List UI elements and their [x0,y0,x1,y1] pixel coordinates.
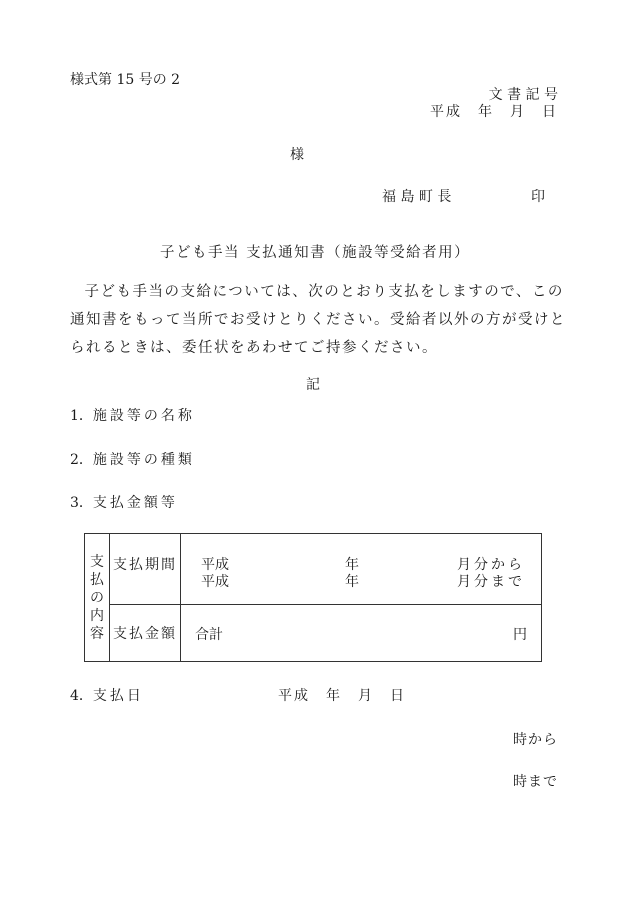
doc-number-label: 文 書 記 号 [488,87,558,103]
document-title: 子ども手当 支払通知書（施設等受給者用） [160,245,471,261]
item-number: 4． [70,688,93,704]
time-from: 時から [513,732,558,748]
item-number: 1． [70,408,93,424]
body-paragraph [70,278,570,362]
item-label: 支払金額等 [92,495,178,511]
time-to: 時まで [513,774,558,790]
item-3 [70,492,178,512]
payment-contents-label: 支 払 の 内 容 [85,534,110,662]
ki-heading: 記 [306,377,320,393]
period-to-year: 年 [345,574,359,590]
payment-date: 平成 年 月 日 [278,688,406,704]
body-text: 子ども手当の支給については、次のとおり支払をしますので、この通知書をもって当所でお受けとりください。受給者以外の方が受けとられるときは、委任状をあわせてご持参ください。 [70,284,566,356]
amount-total-label: 合計 [195,627,223,643]
item-number: 2． [70,452,93,468]
amount-cell [181,605,542,662]
period-from-year: 年 [345,557,359,573]
amount-yen-unit: 円 [513,627,527,643]
payment-table [84,533,542,662]
item-2 [70,449,195,469]
period-to-month: 月分まで [457,574,525,590]
issuer-name: 福 島 町 長 [382,189,452,205]
period-from-month: 月分から [457,557,525,573]
period-cell [181,534,542,605]
item-label: 施設等の種類 [92,452,195,468]
period-to-era: 平成 [201,574,229,590]
payment-day-label: 支払日 [92,688,144,704]
item-label: 施設等の名称 [92,408,195,424]
item-1 [70,405,195,425]
seal-mark: 印 [531,189,545,205]
item-number: 3． [70,495,93,511]
addressee-suffix: 様 [290,147,304,163]
period-label: 支払期間 [110,534,181,605]
form-id: 様式第 15 号の 2 [70,72,181,88]
period-from-era: 平成 [201,557,229,573]
amount-label: 支払金額 [110,605,181,662]
issue-date: 平成 年 月 日 [430,104,558,120]
item-4 [70,685,144,705]
